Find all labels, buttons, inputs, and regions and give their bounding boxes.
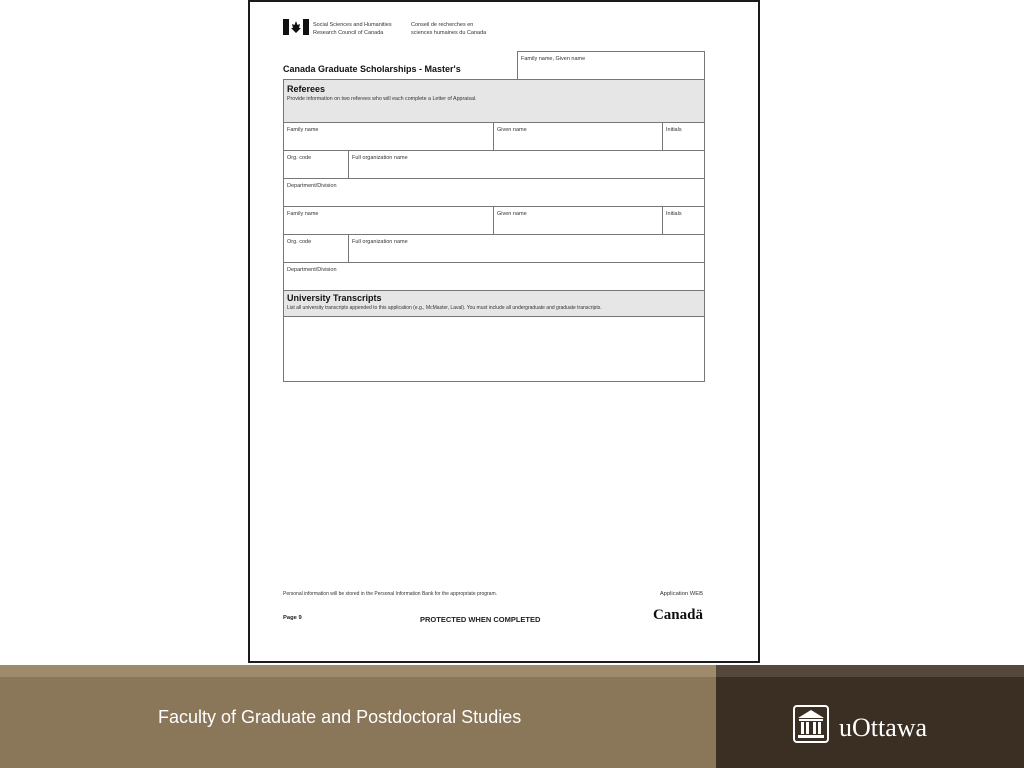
transcripts-subtitle: List all university transcripts appended to this application (e.g., McMaster, Laval). You must include all undergraduate and graduate transcripts. <box>287 305 602 311</box>
document-page <box>248 0 760 663</box>
referee-2-department-field[interactable] <box>284 263 704 290</box>
uottawa-logo-text: uOttawa <box>839 713 928 742</box>
transcripts-input-area[interactable] <box>284 317 704 382</box>
referee-2-org-row <box>284 235 704 263</box>
canada-wordmark: Canadä <box>652 607 703 623</box>
footer-banner-right <box>716 677 1024 768</box>
referee-1-given-name-field[interactable] <box>494 123 663 150</box>
department-label: Department/Division <box>287 267 337 273</box>
referee-2-family-name-field[interactable] <box>284 207 494 234</box>
uottawa-building-icon <box>793 705 829 743</box>
org-code-label: Org. code <box>287 155 312 161</box>
banner-stripe-right <box>716 665 1024 677</box>
referee-1-department-row <box>284 179 704 207</box>
applicant-name-label: Family name, Given name <box>521 56 586 62</box>
canada-flag-icon <box>283 19 309 35</box>
faculty-name: Faculty of Graduate and Postdoctoral Studies <box>158 707 522 727</box>
referee-2-name-row <box>284 207 704 235</box>
referees-section-header <box>284 80 704 123</box>
banner-stripe-left <box>0 665 716 677</box>
full-org-label: Full organization name <box>352 239 408 245</box>
referee-1-department-field[interactable] <box>284 179 704 206</box>
given-name-label: Given name <box>497 127 527 133</box>
page-number: Page 9 <box>283 615 302 621</box>
applicant-name-field[interactable] <box>517 51 705 79</box>
referee-1-full-org-field[interactable] <box>349 151 704 178</box>
privacy-note: Personal information will be stored in the Personal Information Bank for the appropriate program. <box>283 591 498 597</box>
referee-1-org-row <box>284 151 704 179</box>
referees-title: Referees <box>287 84 326 94</box>
family-name-label: Family name <box>287 211 319 217</box>
family-name-label: Family name <box>287 127 319 133</box>
full-org-label: Full organization name <box>352 155 408 161</box>
referee-1-family-name-field[interactable] <box>284 123 494 150</box>
referee-2-initials-field[interactable] <box>663 207 704 234</box>
initials-label: Initials <box>666 211 682 217</box>
org-code-label: Org. code <box>287 239 312 245</box>
referee-2-full-org-field[interactable] <box>349 235 704 262</box>
transcripts-section-header <box>284 291 704 317</box>
referee-1-org-code-field[interactable] <box>284 151 349 178</box>
agency-name-english: Social Sciences and Humanities Research Council of Canada <box>313 22 392 36</box>
application-label: Application WEB <box>659 591 703 597</box>
form-grid <box>283 79 705 382</box>
initials-label: Initials <box>666 127 682 133</box>
agency-name-french: Conseil de recherches en sciences humaines du Canada <box>411 22 487 36</box>
referee-1-initials-field[interactable] <box>663 123 704 150</box>
referees-subtitle: Provide information on two referees who will each complete a Letter of Appraisal. <box>287 96 477 102</box>
referee-2-department-row <box>284 263 704 291</box>
given-name-label: Given name <box>497 211 527 217</box>
form-title: Canada Graduate Scholarships - Master's <box>283 64 461 74</box>
referee-2-org-code-field[interactable] <box>284 235 349 262</box>
referee-1-name-row <box>284 123 704 151</box>
referee-2-given-name-field[interactable] <box>494 207 663 234</box>
protected-label: PROTECTED WHEN COMPLETED <box>420 615 541 624</box>
transcripts-title: University Transcripts <box>287 293 382 303</box>
footer-banner-left <box>0 677 716 768</box>
department-label: Department/Division <box>287 183 337 189</box>
